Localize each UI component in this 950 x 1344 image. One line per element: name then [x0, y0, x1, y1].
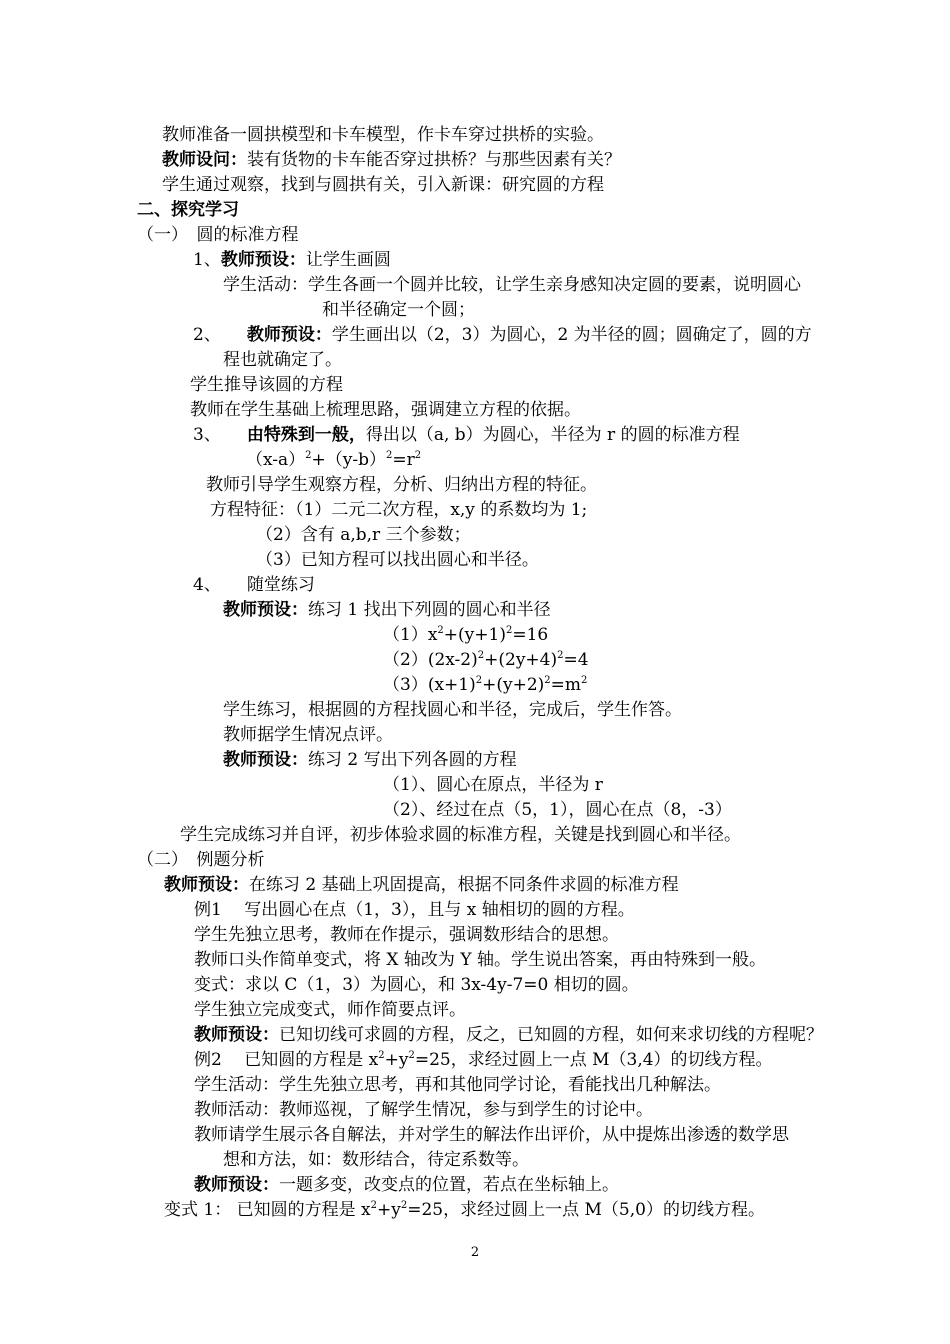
exercise-2-heading: 教师预设：练习 2 写出下列各圆的方程 [223, 750, 517, 770]
teacher-sort-line: 教师在学生基础上梳理思路，强调建立方程的依据。 [190, 400, 581, 420]
example-2: 例2 已知圆的方程是 $x^2+y^2=25$，求经过圆上一点 M（3,4）的切线方程。 [194, 1050, 773, 1070]
subsection-1-title: （一） 圆的标准方程 [137, 225, 299, 245]
exercise-1-q2: $(2)(2x-2)^2+(2y+4)^2=4$ [383, 650, 589, 670]
page-number: 2 [470, 1245, 480, 1260]
student-activity-2: 学生活动：学生先独立思考，再和其他同学讨论，看能找出几种解法。 [194, 1075, 721, 1095]
student-activity: 学生活动：学生各画一个圆并比较，让学生亲身感知决定圆的要素，说明圆心 [223, 275, 801, 295]
exercise-2-q1: （1）、圆心在原点，半径为 r [383, 775, 603, 795]
show-line-cont: 想和方法，如：数形结合，待定系数等。 [223, 1150, 529, 1170]
independent-line: 学生独立完成变式，师作简要点评。 [194, 1000, 466, 1020]
section-title: 二、探究学习 [137, 200, 239, 220]
exercise-2-q2: （2）、经过在点（5，1），圆心在点（8，-3） [383, 800, 732, 820]
practice-line: 学生练习，根据圆的方程找圆心和半径，完成后，学生作答。 [223, 700, 682, 720]
item-2: 2、 教师预设：学生画出以（2，3）为圆心，2 为半径的圆；圆确定了，圆的方 [193, 325, 812, 345]
intro-line-2: 教师设问：装有货物的卡车能否穿过拱桥？与那些因素有关？ [162, 150, 621, 170]
feature-3: （3）已知方程可以找出圆心和半径。 [256, 550, 539, 570]
teacher-activity: 教师活动：教师巡视，了解学生情况，参与到学生的讨论中。 [194, 1100, 653, 1120]
comment-line: 教师据学生情况点评。 [223, 725, 393, 745]
example-1: 例1 写出圆心在点（1，3），且与 x 轴相切的圆的方程。 [194, 900, 635, 920]
item-4: 4、 随堂练习 [193, 575, 315, 595]
feature-1: 方程特征：（1）二元二次方程，x,y 的系数均为 1; [210, 500, 588, 520]
variation-preset: 教师预设：一题多变，改变点的位置，若点在坐标轴上。 [194, 1175, 619, 1195]
student-activity-cont: 和半径确定一个圆； [322, 300, 475, 320]
guide-line: 教师引导学生观察方程，分析、归纳出方程的特征。 [206, 475, 597, 495]
subsection-2-title: （二） 例题分析 [137, 850, 265, 870]
intro-line-1: 教师准备一圆拱模型和卡车模型，作卡车穿过拱桥的实验。 [162, 125, 604, 145]
summary-line: 学生完成练习并自评，初步体验求圆的标准方程，关键是找到圆心和半径。 [180, 825, 741, 845]
exercise-1-heading: 教师预设：练习 1 找出下列圆的圆心和半径 [223, 600, 551, 620]
question-line: 教师预设：已知切线可求圆的方程，反之，已知圆的方程，如何来求切线的方程呢？ [194, 1025, 823, 1045]
variation-line: 变式：求以 C（1，3）为圆心，和 3x-4y-7=0 相切的圆。 [194, 975, 639, 995]
intro-line-3: 学生通过观察，找到与圆拱有关，引入新课：研究圆的方程 [162, 175, 604, 195]
oral-line: 教师口头作简单变式，将 X 轴改为 Y 轴。学生说出答案，再由特殊到一般。 [194, 950, 766, 970]
variation-1: 变式 1： 已知圆的方程是 $x^2+y^2=25$，求经过圆上一点 M（5,0）的切线方程。 [164, 1200, 765, 1220]
item-3: 3、 由特殊到一般，得出以（a, b）为圆心，半径为 r 的圆的标准方程 [193, 425, 740, 445]
item-2-cont: 程也就确定了。 [223, 350, 342, 370]
feature-2: （2）含有 a,b,r 三个参数； [256, 525, 471, 545]
standard-equation: $(x-a)^2+(y-b)^2=r^2$ [246, 450, 422, 470]
exercise-1-q3: $(3)(x+1)^2+(y+2)^2=m^2$ [383, 675, 588, 695]
item-1: 1、教师预设：让学生画圆 [193, 250, 391, 270]
preset-line: 教师预设：在练习 2 基础上巩固提高，根据不同条件求圆的标准方程 [164, 875, 679, 895]
derive-line: 学生推导该圆的方程 [190, 375, 343, 395]
exercise-1-q1: $(1)x^2+(y+1)^2=16$ [383, 625, 549, 645]
show-line: 教师请学生展示各自解法，并对学生的解法作出评价，从中提炼出渗透的数学思 [194, 1125, 789, 1145]
think-line: 学生先独立思考，教师在作提示，强调数形结合的思想。 [194, 925, 619, 945]
